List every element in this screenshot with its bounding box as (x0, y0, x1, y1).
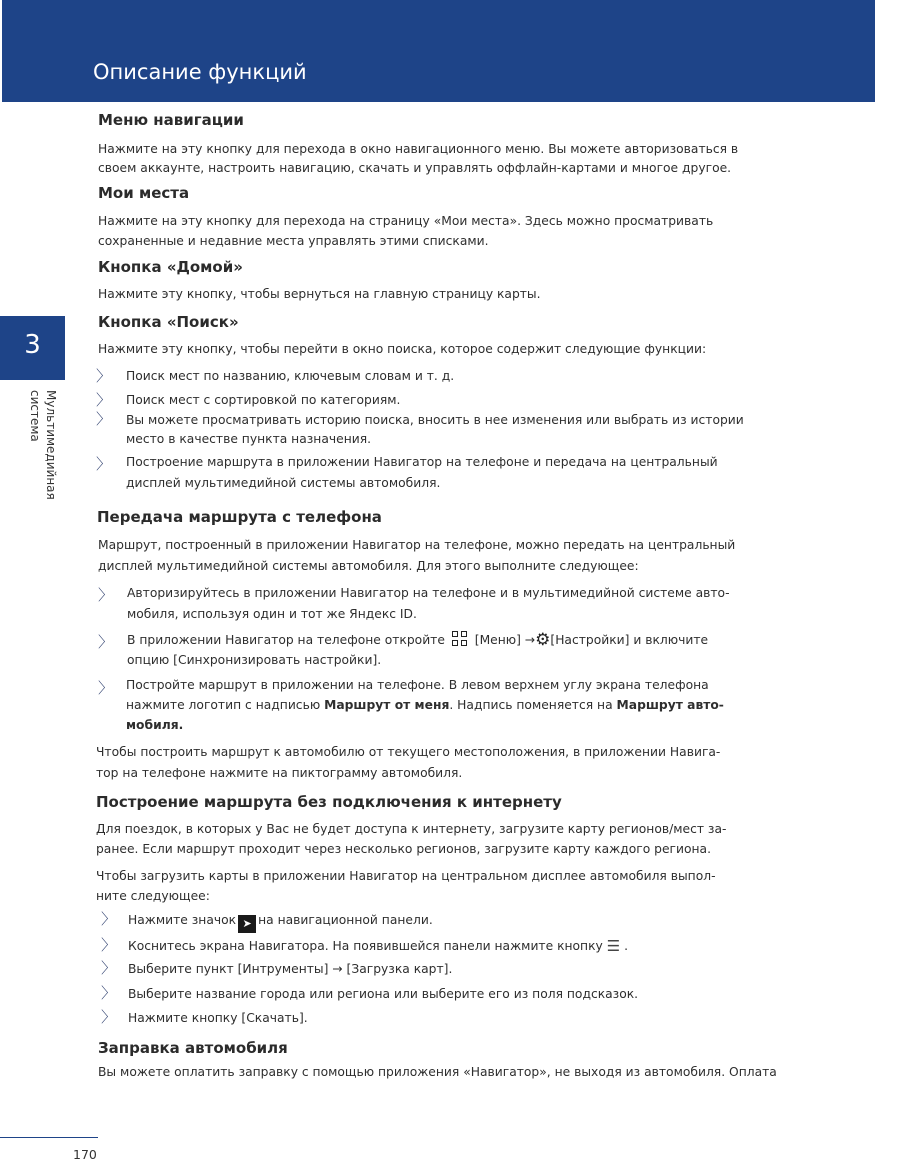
paragraph-line: дисплей мультимедийной системы автомобиля. Для этого выполните следующее: (98, 559, 639, 573)
navigation-arrow-icon: ➤ (238, 915, 256, 933)
section-heading-my-places: Мои места (98, 184, 190, 202)
page-header (2, 0, 875, 102)
chapter-side-label (23, 390, 63, 540)
paragraph-line: Нажмите эту кнопку, чтобы вернуться на главную страницу карты. (98, 287, 541, 301)
paragraph-line: тор на телефоне нажмите на пиктограмму автомобиля. (96, 766, 463, 780)
paragraph-line: ранее. Если маршрут проходит через несколько регионов, загрузите карту каждого региона. (96, 842, 711, 856)
list-item (128, 936, 628, 956)
chevron-right-icon: 〉 (96, 410, 112, 428)
paragraph-line: Нажмите эту кнопку, чтобы перейти в окно поиска, которое содержит следующие функции: (98, 342, 707, 356)
list-item (128, 910, 433, 933)
list-item (127, 630, 708, 650)
paragraph-line: Нажмите на эту кнопку для перехода на страницу «Мои места». Здесь можно просматривать (98, 214, 714, 228)
section-heading-offline: Построение маршрута без подключения к интернету (96, 793, 562, 811)
chevron-right-icon: 〉 (101, 910, 117, 928)
step-text: Коснитесь экрана Навигатора. На появившейся панели нажмите кнопку (128, 939, 603, 953)
step-text: В приложении Навигатор на телефоне откройте (127, 633, 445, 647)
list-item: Поиск мест с сортировкой по категориям. (126, 393, 401, 407)
paragraph-line: Вы можете оплатить заправку с помощью приложения «Навигатор», не выходя из автомобиля. Оплата (98, 1065, 777, 1079)
chevron-right-icon: 〉 (101, 936, 117, 954)
page-title: Описание функций (93, 60, 307, 84)
bold-text: Маршрут от меня (324, 698, 450, 712)
step-text: на навигационной панели. (258, 913, 433, 927)
chevron-right-icon: 〉 (98, 679, 114, 697)
paragraph-line: Нажмите на эту кнопку для перехода в окно навигационного меню. Вы можете авторизоваться в (98, 142, 739, 156)
chevron-right-icon: 〉 (101, 1008, 117, 1026)
step-text: нажмите логотип с надписью (126, 698, 325, 712)
paragraph-line: сохраненные и недавние места управлять этими списками. (98, 234, 489, 248)
gear-icon: ⚙ (535, 630, 551, 650)
bold-text: Маршрут авто- (616, 698, 724, 712)
chevron-right-icon: 〉 (101, 959, 117, 977)
paragraph-line: Маршрут, построенный в приложении Навигатор на телефоне, можно передать на центральный (98, 538, 736, 552)
chevron-right-icon: 〉 (96, 455, 112, 473)
list-item: Нажмите кнопку [Скачать]. (128, 1011, 308, 1025)
section-heading-search: Кнопка «Поиск» (98, 313, 239, 331)
section-heading-home: Кнопка «Домой» (98, 258, 243, 276)
chevron-right-icon: 〉 (98, 633, 114, 651)
list-item-continuation: место в качестве пункта назначения. (126, 432, 372, 446)
list-item: Поиск мест по названию, ключевым словам и т. д. (126, 369, 455, 383)
chevron-right-icon: 〉 (96, 367, 112, 385)
section-heading-nav-menu: Меню навигации (98, 111, 244, 129)
list-item-continuation: мобиля, используя один и тот же Яндекс ID. (127, 607, 417, 621)
list-item: Вы можете просматривать историю поиска, вносить в нее изменения или выбрать из истории (126, 413, 744, 427)
section-heading-transfer: Передача маршрута с телефона (97, 508, 382, 526)
step-text: . (624, 939, 629, 953)
chevron-right-icon: 〉 (101, 984, 117, 1002)
paragraph-line: Для поездок, в которых у Вас не будет доступа к интернету, загрузите карту регионов/мест за- (96, 822, 727, 836)
list-item-continuation: опцию [Синхронизировать настройки]. (127, 653, 382, 667)
step-text: . Надпись поменяется на (449, 698, 617, 712)
chevron-right-icon: 〉 (96, 391, 112, 409)
paragraph-line: своем аккаунте, настроить навигацию, скачать и управлять оффлайн-картами и многое другое. (98, 161, 732, 175)
list-item: Выберите название города или региона или выберите его из поля подсказок. (128, 987, 639, 1001)
chapter-label-line1: Мультимедийная (44, 390, 58, 500)
section-heading-refuel: Заправка автомобиля (98, 1039, 288, 1057)
list-item: Построение маршрута в приложении Навигатор на телефоне и передача на центральный (126, 455, 718, 469)
list-item: Постройте маршрут в приложении на телефоне. В левом верхнем углу экрана телефона (126, 678, 709, 692)
hamburger-icon: ☰ (606, 937, 621, 955)
chapter-number: 3 (24, 330, 41, 360)
chapter-label-line2: система (28, 390, 42, 442)
list-item-continuation: мобиля. (126, 718, 184, 732)
chapter-tab (0, 316, 65, 380)
footer-divider (0, 1137, 98, 1138)
step-text: [Меню] → (474, 633, 536, 647)
step-text: Нажмите значок (128, 913, 237, 927)
paragraph-line: ните следующее: (96, 889, 210, 903)
list-item: Авторизируйтесь в приложении Навигатор на телефоне и в мультимедийной системе авто- (127, 586, 730, 600)
paragraph-line: Чтобы загрузить карты в приложении Навигатор на центральном дисплее автомобиля выпол- (96, 869, 716, 883)
chevron-right-icon: 〉 (98, 586, 114, 604)
list-item-continuation (126, 695, 724, 715)
step-text: [Настройки] и включите (550, 633, 709, 647)
list-item-continuation: дисплей мультимедийной системы автомобиля. (126, 476, 441, 490)
list-item: Выберите пункт [Интрументы] → [Загрузка карт]. (128, 962, 453, 976)
page-number: 170 (73, 1147, 97, 1162)
paragraph-line: Чтобы построить маршрут к автомобилю от текущего местоположения, в приложении Навига- (96, 745, 721, 759)
grid-icon (452, 631, 468, 647)
